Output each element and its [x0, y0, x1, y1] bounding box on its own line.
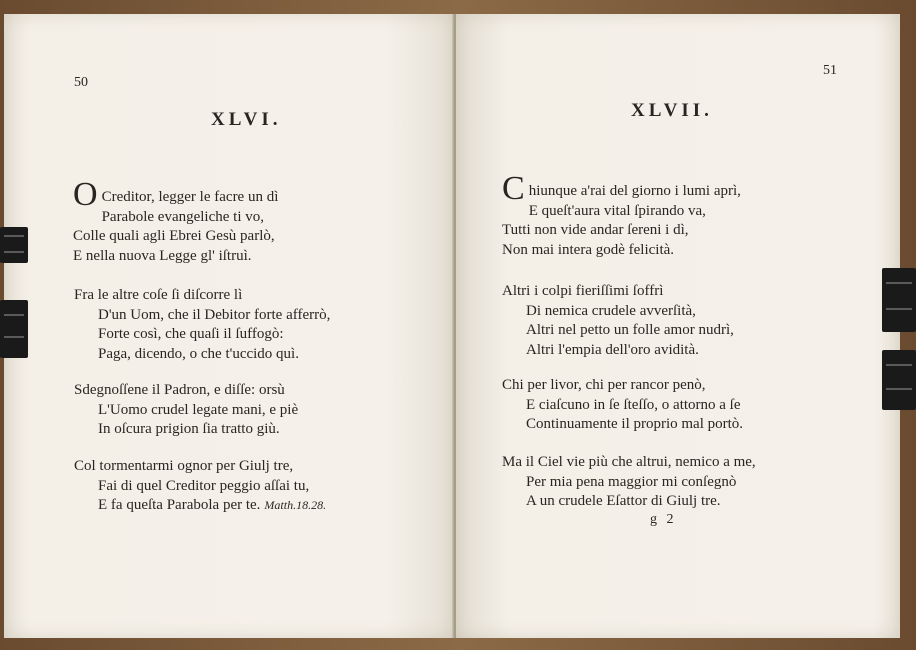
right-binder-clip-top — [882, 268, 916, 332]
verse-line: Di nemica crudele avverſità, — [526, 302, 696, 319]
right-stanza-4 — [502, 453, 756, 512]
scripture-reference: Matth.18.28. — [264, 498, 327, 512]
verse-line: A un crudele Eſattor di Giulj tre. — [526, 493, 721, 509]
verse-line: Altri i colpi fieriſſimi ſoffrì — [502, 283, 664, 299]
verse-line: Creditor, legger le facre un dì — [101, 189, 279, 205]
page-number-left: 50 — [74, 75, 88, 90]
poem-number-right: XLVII. — [631, 100, 713, 121]
left-binder-clip-top — [0, 227, 28, 263]
left-binder-clip-bottom — [0, 300, 28, 358]
right-stanza-2 — [502, 282, 734, 360]
verse-line: Forte così, che quaſi il ſuffogò: — [98, 326, 284, 342]
left-stanza-1 — [73, 176, 279, 266]
verse-line: E nella nuova Legge gl' iſtruì. — [73, 247, 252, 264]
verse-line-with-reference — [74, 496, 326, 516]
right-stanza-3 — [502, 376, 743, 435]
verse-line: hiunque a'rai del giorno i lumi aprì, — [528, 183, 741, 199]
verse-line: L'Uomo crudel legate mani, e piè — [98, 401, 299, 418]
verse-line: Altri nel petto un folle amor nudrì, — [526, 322, 734, 338]
verse-line: In oſcura prigion ſia tratto giù. — [98, 421, 280, 437]
verse-line: Sdegnoſſene il Padron, e diſſe: orsù — [74, 382, 285, 398]
verse-line: Parabole evangeliche ti vo, — [101, 208, 264, 225]
verse-line: Altri l'empia dell'oro avidità. — [526, 341, 699, 358]
verse-line: Colle quali agli Ebrei Gesù parlò, — [73, 228, 275, 244]
right-binder-clip-bottom — [882, 350, 916, 410]
dropcap-left: O — [73, 176, 98, 213]
left-stanza-4 — [74, 457, 326, 516]
signature-mark: g 2 — [650, 512, 677, 527]
verse-line: Paga, dicendo, o che t'uccido quì. — [98, 345, 299, 362]
verse-line: Non mai intera godè felicità. — [502, 241, 675, 258]
verse-line: E queſt'aura vital ſpirando va, — [528, 202, 706, 219]
verse-line: Continuamente il proprio mal portò. — [526, 416, 744, 432]
verse-line: Fai di quel Creditor peggio aſſai tu, — [98, 477, 310, 494]
verse-line: D'un Uom, che il Debitor forte afferrò, — [98, 306, 331, 323]
verse-line: Ma il Ciel vie più che altrui, nemico a me, — [502, 454, 756, 470]
left-stanza-2 — [74, 286, 330, 364]
right-stanza-1 — [502, 170, 741, 260]
verse-line: Per mia pena maggior mi conſegnò — [526, 473, 737, 490]
dropcap-right: C — [502, 170, 525, 207]
verse-line: Chi per livor, chi per rancor penò, — [502, 377, 706, 393]
left-stanza-3 — [74, 381, 298, 440]
verse-line: Col tormentarmi ognor per Giulj tre, — [74, 458, 294, 474]
page-number-right: 51 — [823, 63, 837, 78]
verse-line: Fra le altre coſe ſi diſcorre lì — [74, 287, 243, 303]
poem-number-left: XLVI. — [211, 109, 282, 130]
verse-line: E fa queſta Parabola per te. — [98, 497, 261, 513]
verse-line: E ciaſcuno in ſe ſteſſo, o attorno a ſe — [526, 396, 741, 413]
verse-line: Tutti non vide andar ſereni i dì, — [502, 222, 689, 238]
